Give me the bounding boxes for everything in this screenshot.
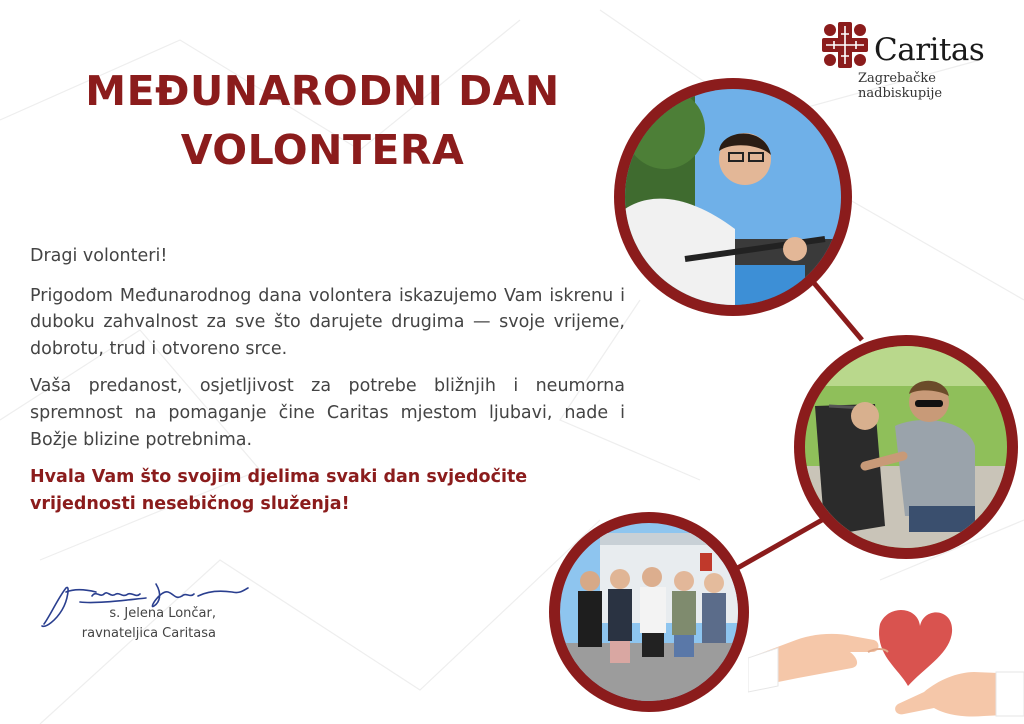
signatory-name: s. Jelena Lončar, [109,606,216,621]
letter-paragraph-1: Prigodom Međunarodnog dana volontera iskazujemo Vam iskrenu i duboku zahvalnost za sve što darujete drugima — svoje vrijeme, dobrotu, trud i otvoreno srce. [30,285,625,359]
title-line-1: MEĐUNARODNI DAN [85,67,560,115]
logo-name: Caritas [874,32,985,68]
letter-greeting: Dragi volonteri! [30,246,168,266]
hands-giving-heart-icon [748,588,1024,724]
title-line-2: VOLONTERA [180,126,465,175]
logo-subtitle: Zagrebačke nadbiskupije [858,71,943,101]
letter-paragraph-2: Vaša predanost, osjetljivost za potrebe bližnjih i neumorna spremnost na pomaganje čine Caritas mjestom ljubavi, nade i Božje blizine potrebnima. [30,376,625,450]
volunteer-photo-2 [794,335,1018,559]
signatory-role: ravnateljica Caritasa [81,625,216,641]
volunteer-photo-3 [549,512,749,712]
volunteer-photo-1 [614,78,852,316]
letter-closing: Hvala Vam što svojim djelima svaki dan svjedočite vrijednosti nesebičnog služenja! [30,467,528,514]
